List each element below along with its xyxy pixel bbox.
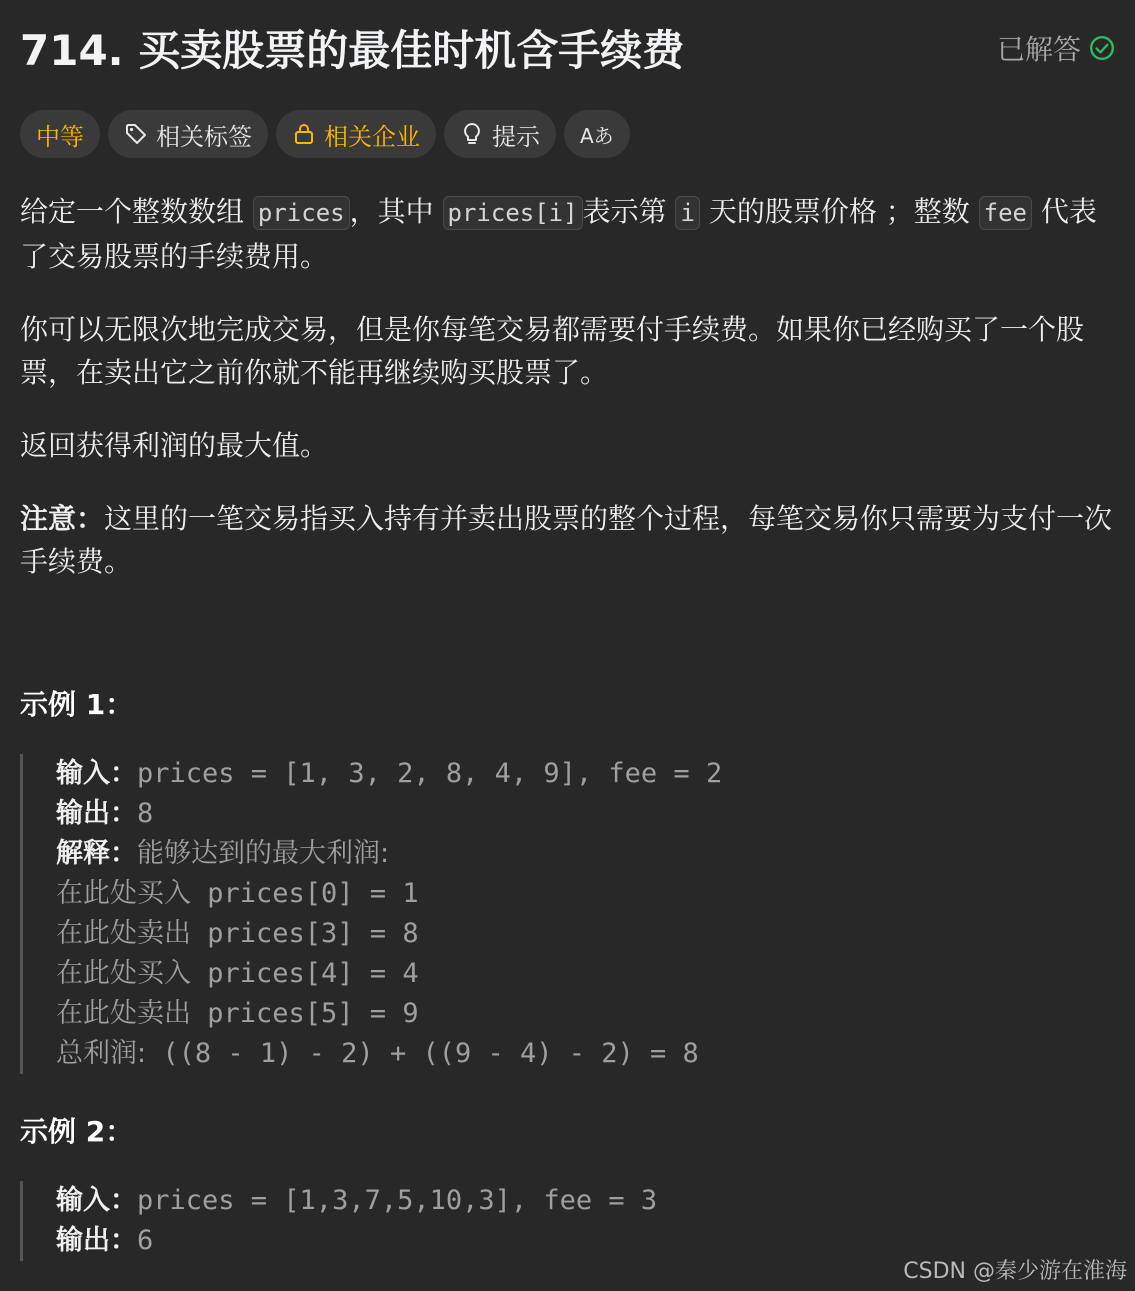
related-companies-label: 相关企业 [324,122,420,151]
related-tags-label: 相关标签 [156,122,252,151]
example-1-line [56,914,1115,954]
code-i: i [675,196,699,230]
text: 表示第 [582,195,676,228]
line-code: prices[5] = 9 [191,998,419,1029]
text: 给定一个整数数组 [20,195,253,228]
hint-button[interactable] [444,110,556,158]
difficulty-label: 中等 [36,122,84,151]
line-text: 在此处卖出 [56,918,191,949]
hint-label: 提示 [492,122,540,151]
explain-value: 能够达到的最大利润: [137,838,390,869]
csdn-watermark: CSDN @秦少游在淮海 [903,1259,1127,1284]
example-1-line [56,954,1115,994]
code-prices: prices [253,196,350,230]
example-2-input [56,1181,1115,1221]
tag-icon [124,122,148,146]
translate-icon: Aあ [580,123,614,148]
output-label: 输出： [56,1225,137,1256]
line-text: 在此处卖出 [56,998,191,1029]
problem-title: 714. 买卖股票的最佳时机含手续费 [20,26,685,75]
input-label: 输入： [56,1185,137,1216]
input-value: prices = [1, 3, 2, 8, 4, 9], fee = 2 [137,758,723,789]
example-1-total [56,1034,1115,1074]
tag-bar [20,110,630,158]
example-1-input [56,754,1115,794]
description-paragraph-3: 返回获得利润的最大值。 [20,429,329,462]
input-label: 输入： [56,758,137,789]
example-1-line [56,874,1115,914]
note-label: 注意： [20,502,105,535]
line-code: prices[3] = 8 [191,918,419,949]
example-2-block [20,1181,1115,1261]
example-2-heading: 示例 2： [20,1115,134,1148]
solved-status [997,28,1115,68]
difficulty-badge [20,110,100,158]
total-label: 总利润: [56,1038,147,1069]
lock-icon [292,122,316,146]
output-label: 输出： [56,798,137,829]
code-fee: fee [979,196,1032,230]
code-prices-i: prices[i] [443,196,583,230]
example-1-line [56,994,1115,1034]
example-1-explain [56,834,1115,874]
line-code: prices[0] = 1 [191,878,419,909]
explain-label: 解释： [56,838,137,869]
note-paragraph [20,497,1115,583]
related-tags-button[interactable] [108,110,268,158]
solved-label: 已解答 [996,33,1081,66]
total-code: ((8 - 1) - 2) + ((9 - 4) - 2) = 8 [146,1038,699,1069]
translate-button[interactable] [564,110,630,158]
description-paragraph-1 [20,190,1115,278]
output-value: 8 [137,798,154,829]
line-code: prices[4] = 4 [191,958,419,989]
line-text: 在此处买入 [56,958,191,989]
output-value: 6 [137,1225,154,1256]
input-value: prices = [1,3,7,5,10,3], fee = 3 [137,1185,658,1216]
lightbulb-icon [460,122,484,146]
text: 代表了交易股票的手续费用。 [20,195,1097,273]
text: 天的股票价格 ；整数 [699,195,979,228]
example-1-block [20,754,1115,1074]
line-text: 在此处买入 [56,878,191,909]
check-circle-icon [1089,35,1115,61]
example-1-output [56,794,1115,834]
text: ，其中 [349,195,443,228]
example-1-heading: 示例 1： [20,688,134,721]
problem-description [20,190,1115,1261]
description-paragraph-2: 你可以无限次地完成交易，但是你每笔交易都需要付手续费。如果你已经购买了一个股票，在卖出它之前你就不能再继续购买股票了。 [20,313,1085,389]
note-text: 这里的一笔交易指买入持有并卖出股票的整个过程，每笔交易你只需要为支付一次手续费。 [20,502,1113,578]
related-companies-button[interactable] [276,110,436,158]
